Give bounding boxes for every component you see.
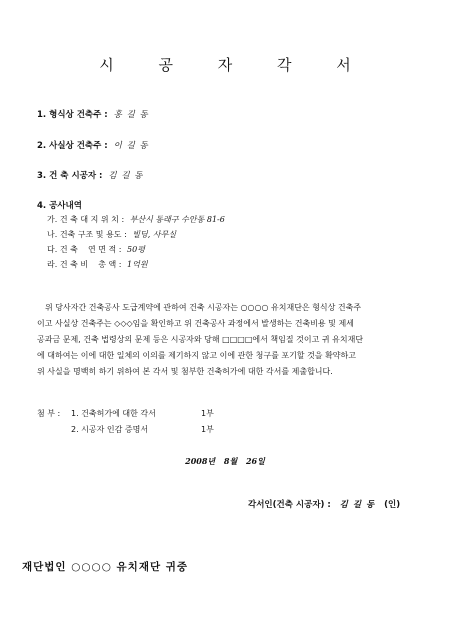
attachment-item: 2. 시공자 인감 증명서 [71, 425, 149, 434]
construction-item-value: 1억원 [127, 260, 148, 269]
construction-item-label: 가. 건 축 대 지 위 치 : [47, 215, 125, 224]
builder-label: 3. 건 축 시공자 : [37, 171, 103, 181]
builder-row [37, 169, 143, 181]
construction-item [47, 229, 176, 240]
actual-owner-label: 2. 사실상 건축주 : [37, 141, 108, 151]
formal-owner-label: 1. 형식상 건축주 : [37, 110, 108, 120]
construction-item [47, 244, 145, 255]
body-line: 공과금 문제, 건축 법령상의 문제 등은 시공자와 당해 □□□□에서 책임질 것이고 귀 유치재단 [37, 335, 364, 344]
construction-item-value: 부산시 동래구 수안동 81-6 [129, 215, 225, 224]
body-line: 에 대하여는 이에 대한 일체의 이의를 제기하지 않고 이에 관한 청구를 포기할 것을 확약하고 [37, 351, 356, 360]
attachment-count: 1부 [201, 409, 214, 418]
body-line: 이고 사실상 건축주는 ◇◇◇임을 확인하고 위 건축공사 과정에서 발생하는 건축비용 및 제세 [37, 319, 354, 328]
formal-owner-row [37, 108, 149, 120]
construction-item-value: 빌딩, 사무실 [132, 230, 177, 239]
formal-owner-value: 홍 길 동 [113, 110, 149, 120]
recipient-footer: 재단법인 ○○○○ 유치재단 귀중 [22, 561, 189, 573]
construction-heading: 4. 공사내역 [37, 201, 82, 211]
attachment-count: 1부 [201, 425, 214, 434]
construction-item-label: 나. 건축 구조 및 용도 : [47, 230, 127, 239]
construction-item-value: 50평 [127, 245, 145, 254]
builder-value: 김 길 동 [108, 171, 144, 181]
body-line: 위 당사자간 건축공사 도급계약에 관하여 건축 시공자는 ○○○○ 유치재단은 형식상 건축주 [45, 303, 362, 312]
construction-item [47, 259, 148, 270]
seal-mark: (인) [384, 500, 401, 510]
construction-item-label: 다. 건 축 연 면 적 : [47, 245, 122, 254]
signature-label: 각서인(건축 시공자) : [248, 500, 331, 510]
document-title: 시 공 자 각 서 [99, 56, 371, 74]
attachment-item: 1. 건축허가에 대한 각서 [71, 409, 156, 418]
signature-name: 김 길 동 [339, 500, 376, 510]
construction-item [47, 214, 225, 225]
signature-line [248, 498, 400, 510]
actual-owner-row [37, 139, 149, 151]
actual-owner-value: 이 길 동 [113, 141, 149, 151]
body-paragraph [37, 300, 422, 380]
document-date: 2008년 8월 26일 [185, 456, 265, 466]
construction-item-label: 라. 건 축 비 총 액 : [47, 260, 122, 269]
attachments-label: 첨 부 : [37, 409, 61, 418]
body-line: 위 사실을 명백히 하기 위하여 본 각서 및 첨부한 건축허가에 대한 각서를 제출합니다. [37, 367, 333, 376]
